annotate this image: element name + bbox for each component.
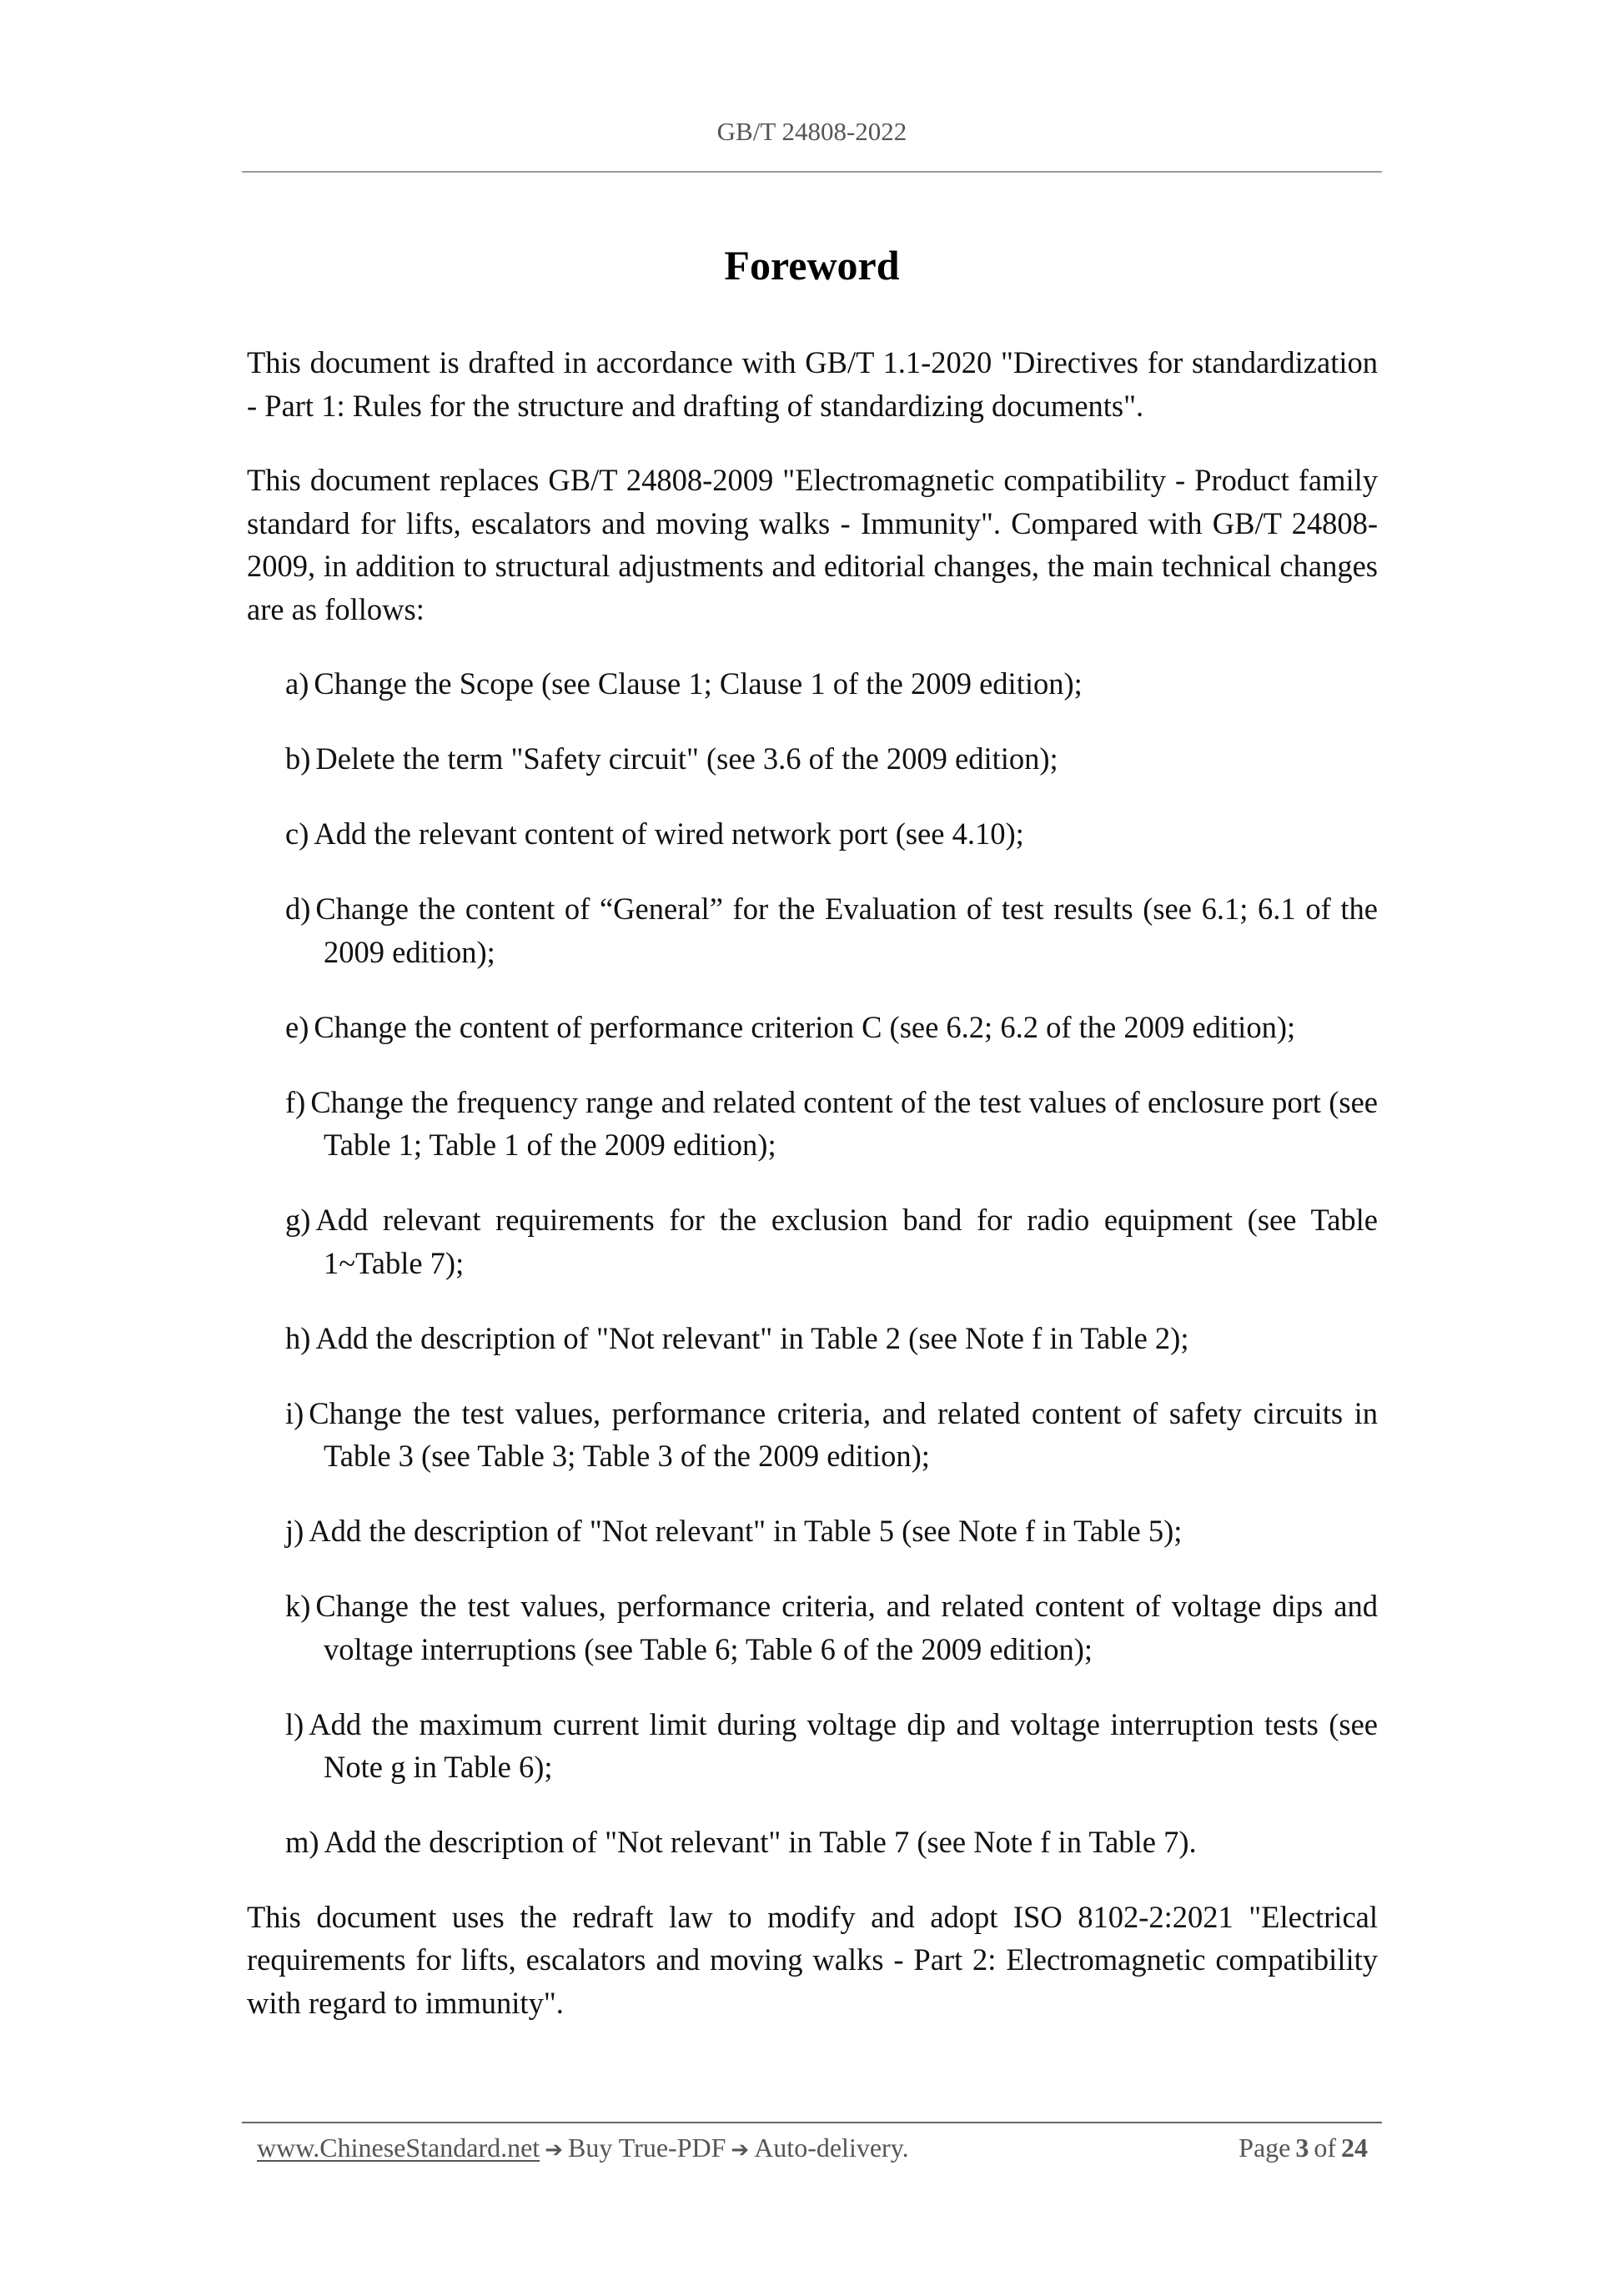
list-item (247, 1585, 1378, 1671)
list-item (247, 887, 1378, 973)
list-marker: k) (285, 1589, 311, 1623)
header-divider (242, 171, 1382, 173)
list-item-text: Change the test values, performance criteria, and related content of safety circuits in Table 3 (see Table 3; Table 3 of the 2009 edition); (309, 1395, 1378, 1473)
list-marker: b) (285, 741, 311, 776)
list-marker: c) (285, 816, 309, 851)
running-header: GB/T 24808-2022 (716, 117, 907, 146)
list-marker: i) (285, 1395, 304, 1430)
list-item-text: Add the relevant content of wired network port (see 4.10); (314, 816, 1024, 851)
list-item-text: Delete the term "Safety circuit" (see 3.6 of the 2009 edition); (315, 741, 1058, 776)
list-item-text: Add the description of "Not relevant" in Table 2 (see Note f in Table 2); (315, 1320, 1189, 1355)
list-item-text: Add the description of "Not relevant" in Table 5 (see Note f in Table 5); (309, 1514, 1183, 1548)
footer-step-delivery: Auto-delivery. (754, 2133, 909, 2163)
list-item (247, 737, 1378, 781)
list-item-text: Add the description of "Not relevant" in Table 7 (see Note f in Table 7). (324, 1825, 1197, 1859)
list-marker: a) (285, 666, 309, 701)
list-marker: j) (285, 1514, 304, 1548)
list-item (247, 1821, 1378, 1864)
technical-changes-list (247, 662, 1378, 1864)
page-label: Page (1239, 2133, 1291, 2163)
foreword-body (247, 341, 1378, 2056)
list-item (247, 1006, 1378, 1049)
footer-step-buy: Buy True-PDF (567, 2133, 726, 2163)
list-item (247, 1510, 1378, 1553)
paragraph-adoption-statement: This document uses the redraft law to modify and adopt ISO 8102-2:2021 "Electrical requirements for lifts, escalators and moving walks - Part 2: Electromagnetic compatibility with regard to immunity". (247, 1899, 1378, 2020)
page-of-label: of (1314, 2133, 1336, 2163)
paragraph-drafting-basis: This document is drafted in accordance with GB/T 1.1-2020 "Directives for standardization - Part 1: Rules for the structure and drafting of standardizing documents". (247, 345, 1378, 423)
footer-promo (257, 2129, 909, 2168)
footer-divider (242, 2122, 1382, 2123)
list-marker: d) (285, 892, 311, 926)
list-marker: m) (285, 1825, 319, 1859)
paragraph-replacement-summary: This document replaces GB/T 24808-2009 "Electromagnetic compatibility - Product family standard for lifts, escalators and moving walks - Immunity". Compared with GB/T 24808-2009, in addition to structural adjustments and editorial changes, the main technical changes are as follows: (247, 463, 1378, 626)
list-item-text: Change the Scope (see Clause 1; Clause 1 of the 2009 edition); (314, 666, 1083, 701)
list-item (247, 812, 1378, 856)
page-total: 24 (1341, 2133, 1368, 2163)
list-item-text: Change the content of performance criterion C (see 6.2; 6.2 of the 2009 edition); (314, 1009, 1296, 1044)
list-item (247, 662, 1378, 706)
arrow-right-icon: ➔ (545, 2138, 563, 2163)
list-item (247, 1703, 1378, 1789)
list-marker: f) (285, 1084, 306, 1119)
page-current: 3 (1295, 2133, 1309, 2163)
list-item-text: Change the frequency range and related content of the test values of enclosure port (see Table 1; Table 1 of the 2009 edition); (310, 1084, 1378, 1162)
page-title: Foreword (724, 242, 900, 289)
list-item-text: Change the test values, performance criteria, and related content of voltage dips and voltage interruptions (see Table 6; Table 6 of the 2009 edition); (315, 1589, 1378, 1666)
page-footer (257, 2129, 1368, 2166)
list-marker: l) (285, 1706, 304, 1741)
list-item (247, 1317, 1378, 1360)
list-item (247, 1081, 1378, 1167)
page-number (1234, 2129, 1368, 2166)
list-marker: e) (285, 1009, 309, 1044)
list-item (247, 1198, 1378, 1284)
list-marker: h) (285, 1320, 311, 1355)
list-item (247, 1392, 1378, 1478)
list-item-text: Add relevant requirements for the exclusion band for radio equipment (see Table 1~Table 7); (315, 1203, 1378, 1280)
arrow-right-icon: ➔ (731, 2138, 750, 2163)
chinesestandard-link[interactable]: www.ChineseStandard.net (257, 2133, 540, 2163)
list-item-text: Change the content of “General” for the Evaluation of test results (see 6.1; 6.1 of the 2009 edition); (315, 892, 1378, 969)
list-item-text: Add the maximum current limit during voltage dip and voltage interruption tests (see Note g in Table 6); (309, 1706, 1378, 1784)
list-marker: g) (285, 1203, 311, 1237)
